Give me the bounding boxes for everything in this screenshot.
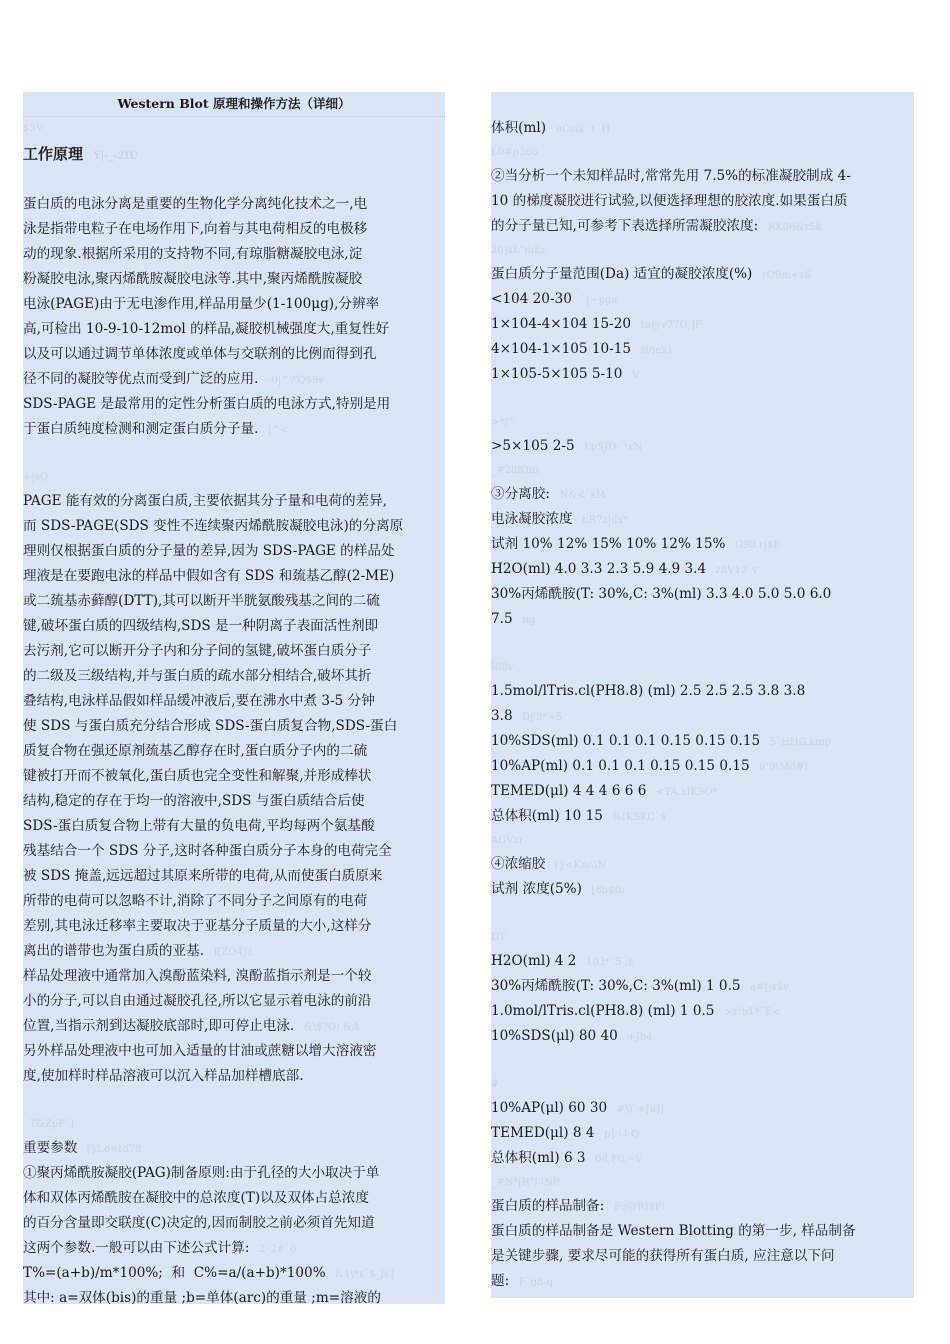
line-text: 所带的电荷可以忽略不计,消除了不同分子之间原有的电荷 — [23, 893, 368, 909]
line-text: 1.0mol/lTris.cl(PH8.8) (ml) 1 0.5 — [491, 1003, 715, 1019]
text-line — [491, 189, 914, 214]
text-line — [491, 362, 914, 387]
line-text: 于蛋白质纯度检测和测定蛋白质分子量. — [23, 421, 259, 437]
text-line — [23, 539, 445, 564]
text-line — [491, 974, 914, 999]
text-line — [23, 889, 445, 914]
watermark-noise: +Jh4 — [617, 1032, 653, 1043]
text-line — [23, 1211, 445, 1236]
line-text: 10%SDS(ml) 0.1 0.1 0.1 0.15 0.15 0.15 — [491, 733, 761, 749]
text-line — [23, 1161, 445, 1186]
watermark-noise: 2`2#`0 — [249, 1244, 297, 1255]
text-line — [23, 1186, 445, 1211]
watermark-noise: 5`HHG.kmp — [760, 737, 832, 748]
blank-line — [491, 387, 914, 411]
text-line — [491, 1096, 914, 1121]
text-line — [491, 1121, 914, 1146]
watermark-noise — [491, 411, 914, 434]
line-text: 理则仅根据蛋白质的分子量的差异,因为 SDS-PAGE 的样品处 — [23, 543, 395, 559]
line-text: 泳是指带电粒子在电场作用下,向着与其电荷相反的电极移 — [23, 221, 368, 237]
line-text: SDS-蛋白质复合物上带有大量的负电荷,平均每两个氨基酸 — [23, 818, 375, 834]
line-text: I88v — [491, 662, 514, 673]
watermark-noise: LpSJD:`\xN — [574, 442, 643, 453]
text-line — [491, 582, 914, 607]
line-text: 蛋白质的样品制备是 Western Blotting 的第一步, 样品制备 — [491, 1223, 856, 1239]
line-text: T%=(a+b)/m*100%; 和 C%=a/(a+b)*100% — [23, 1265, 326, 1281]
watermark-noise: tn@v77O;]F — [631, 320, 702, 331]
line-text: $5V — [23, 123, 43, 134]
watermark-noise — [23, 466, 445, 489]
line-text: _#28fOn\ — [491, 465, 539, 476]
text-line — [23, 1261, 445, 1286]
line-text: 30%丙烯酰胺(T: 30%,C: 3%(ml) 3.3 4.0 5.0 5.0 6.0 — [491, 586, 832, 602]
line-text: DT — [491, 932, 506, 943]
text-line — [23, 1236, 445, 1261]
section-heading — [23, 140, 445, 168]
line-text: 工作原理 — [23, 145, 84, 163]
text-line — [23, 1136, 445, 1161]
line-text: 题: — [491, 1273, 510, 1289]
text-line — [23, 417, 445, 442]
text-line — [23, 564, 445, 589]
line-text: 试剂 浓度(5%) — [491, 881, 582, 897]
line-text: 差别,其电泳迁移率主要取决于亚基分子质量的大小,这样分 — [23, 918, 372, 934]
text-line — [23, 317, 445, 342]
right-column — [491, 92, 914, 1298]
line-text: 总体积(ml) 6 3 — [491, 1150, 586, 1166]
line-text: 体和双体丙烯酰胺在凝胶中的总浓度(T)以及双体占总浓度 — [23, 1190, 369, 1206]
watermark-noise: >z!bT*`E< — [714, 1007, 781, 1018]
watermark-noise: <TA.xIK9O* — [646, 787, 718, 798]
watermark-noise: #\)`+[u]] — [607, 1104, 664, 1115]
text-line — [23, 689, 445, 714]
line-text: H2O(ml) 4.0 3.3 2.3 5.9 4.9 3.4 — [491, 561, 707, 577]
text-line — [491, 312, 914, 337]
watermark-noise — [23, 1113, 445, 1136]
line-text: 30%丙烯酰胺(T: 30%,C: 3%(ml) 1 0.5 — [491, 978, 741, 994]
line-text: 10%SDS(μl) 80 40 — [491, 1028, 618, 1044]
line-text: 高,可检出 10-9-10-12mol 的样品,凝胶机械强度大,重复性好 — [23, 321, 390, 337]
text-line — [23, 914, 445, 939]
text-line — [23, 939, 445, 964]
line-text: 蛋白质分子量范围(Da) 适宜的凝胶浓度(%) — [491, 266, 753, 282]
blank-line — [23, 442, 445, 466]
line-text: 10%AP(μl) 60 30 — [491, 1100, 608, 1116]
watermark-noise: rQ9m+x6 — [752, 270, 812, 281]
line-text: ③分离胶: — [491, 486, 550, 502]
text-line — [491, 1194, 914, 1219]
text-line — [23, 814, 445, 839]
blank-line — [23, 1089, 445, 1113]
line-text: Western Blot 原理和操作方法（详细） — [117, 96, 351, 111]
watermark-noise: &1\*x`$_js{ — [325, 1269, 396, 1280]
line-text: 1.5mol/lTris.cl(PH8.8) (ml) 2.5 2.5 2.5 3.8 3.8 — [491, 683, 806, 699]
watermark-noise — [491, 141, 914, 164]
text-line — [23, 989, 445, 1014]
text-line — [23, 739, 445, 764]
left-column — [23, 92, 445, 1304]
line-text: 小的分子,可以自由通过凝胶孔径,所以它显示着电泳的前沿 — [23, 993, 372, 1009]
line-text: 的二级及三级结构,并与蛋白质的疏水部分相结合,破坏其折 — [23, 668, 372, 684]
blank-line — [23, 168, 445, 192]
text-line — [23, 664, 445, 689]
line-text: 蛋白质的样品制备: — [491, 1198, 605, 1214]
watermark-noise: Fq@RI$P! — [604, 1202, 666, 1213]
watermark-noise: G90.r|$E — [725, 540, 781, 551]
watermark-noise: V — [622, 370, 640, 381]
line-text: 被 SDS 掩盖,远远超过其原来所带的电荷,从而使蛋白质原来 — [23, 868, 383, 884]
watermark-noise: Dj'3*=5 — [512, 712, 563, 723]
text-line — [23, 342, 445, 367]
line-text: 是关键步骤, 要求尽可能的获得所有蛋白质, 应注意以下问 — [491, 1248, 835, 1264]
text-line — [23, 1286, 445, 1311]
text-line — [23, 514, 445, 539]
line-text: 10%AP(ml) 0.1 0.1 0.1 0.15 0.15 0.15 — [491, 758, 750, 774]
watermark-noise: `[~pga — [571, 295, 618, 306]
line-text: ①聚丙烯酰胺凝胶(PAG)制备原则:由于孔径的大小取决于单 — [23, 1165, 380, 1181]
watermark-noise — [491, 239, 914, 262]
text-line — [491, 164, 914, 189]
line-text: >*j'" — [491, 417, 515, 428]
line-text: 重要参数 — [23, 1140, 78, 1156]
line-text: 10 的梯度凝胶进行试验,以便选择理想的胶浓度.如果蛋白质 — [491, 193, 848, 209]
text-line — [23, 392, 445, 417]
watermark-noise: %IKSKC`$ — [602, 812, 667, 823]
line-text: T&ZpP`] — [23, 1119, 74, 1130]
line-text: 这两个参数.一般可以由下述公式计算: — [23, 1240, 250, 1256]
watermark-noise: Y|-_-2IU — [83, 151, 138, 162]
blank-line — [491, 92, 914, 116]
watermark-noise: p]:口 Q — [594, 1129, 640, 1140]
text-line — [491, 287, 914, 312]
line-text: 试剂 10% 12% 15% 10% 12% 15% — [491, 536, 726, 552]
text-line — [23, 839, 445, 864]
text-line — [491, 1269, 914, 1294]
line-text: 7.5 — [491, 611, 513, 627]
line-text: >5×105 2-5 — [491, 438, 575, 454]
line-text: 体积(ml) — [491, 120, 547, 136]
watermark-noise: &\$?O) &A — [294, 1022, 360, 1033]
line-text: 径不同的凝胶等优点而受到广泛的应用. — [23, 371, 259, 387]
line-text: # — [491, 1079, 500, 1090]
blank-line — [491, 902, 914, 926]
line-text: PAGE 能有效的分离蛋白质,主要依据其分子量和电荷的差异, — [23, 493, 388, 509]
watermark-noise — [491, 1073, 914, 1096]
line-text: TEMED(μl) 4 4 4 6 6 6 — [491, 783, 647, 799]
line-text: 1×104-4×104 15-20 — [491, 316, 632, 332]
watermark-noise: a#[jx$v — [740, 982, 790, 993]
text-line — [491, 607, 914, 632]
watermark-noise: RK06&r5k — [758, 222, 822, 233]
text-line — [491, 754, 914, 779]
line-text: 使 SDS 与蛋白质充分结合形成 SDS-蛋白质复合物,SDS-蛋白 — [23, 718, 398, 734]
blank-line — [491, 632, 914, 656]
text-line — [491, 337, 914, 362]
text-line — [23, 589, 445, 614]
text-line — [23, 764, 445, 789]
watermark-noise: I[ZO4Jz — [204, 947, 253, 958]
line-text: 4×104-1×105 10-15 — [491, 341, 632, 357]
text-line — [491, 877, 914, 902]
watermark-noise — [491, 829, 914, 852]
text-line — [491, 804, 914, 829]
text-line — [491, 557, 914, 582]
document-title — [23, 92, 445, 117]
line-text: 结构,稳定的存在于均一的溶液中,SDS 与蛋白质结合后使 — [23, 793, 365, 809]
line-text: 电泳凝胶浓度 — [491, 511, 573, 527]
text-line — [491, 482, 914, 507]
line-text: ④浓缩胶 — [491, 856, 546, 872]
watermark-noise: z8V12`v — [706, 565, 758, 576]
line-text: ②当分析一个未知样品时,常常先用 7.5%的标准凝胶制成 4- — [491, 168, 851, 184]
watermark-noise: |^< — [258, 425, 289, 436]
text-line — [491, 679, 914, 704]
text-line — [491, 949, 914, 974]
watermark-noise: ng — [512, 615, 536, 626]
text-line — [491, 262, 914, 287]
watermark-noise — [491, 459, 914, 482]
line-text: 叠结构,电泳样品假如样品缓冲液后,要在沸水中煮 3-5 分钟 — [23, 693, 375, 709]
text-line — [23, 614, 445, 639]
line-text: 粉凝胶电泳,聚丙烯酰胺凝胶电泳等.其中,聚丙烯酰胺凝胶 — [23, 271, 363, 287]
line-text: 动的现象.根据所采用的支持物不同,有琼脂糖凝胶电泳,淀 — [23, 246, 363, 262]
watermark-noise: N&<`kl4 — [549, 490, 607, 501]
watermark-noise: uColk`1`H — [546, 124, 611, 135]
text-line — [23, 1039, 445, 1064]
watermark-noise: i('9tMd#i — [749, 762, 808, 773]
watermark-noise: 0d,F0,=v — [585, 1154, 642, 1165]
line-text: 度,使加样时样品溶液可以沉入样品加样槽底部. — [23, 1068, 304, 1084]
line-text: _#N*[R"口NP — [491, 1177, 560, 1188]
text-line — [491, 1219, 914, 1244]
line-text: L0#p36o — [491, 147, 538, 158]
text-line — [491, 1244, 914, 1269]
line-text: 或二巯基赤藓醇(DTT),其可以断开半胱氨酸残基之间的二硫 — [23, 593, 380, 609]
line-text: 质复合物在强还原剂巯基乙醇存在时,蛋白质分子内的二硫 — [23, 743, 368, 759]
text-line — [491, 779, 914, 804]
watermark-noise — [491, 1171, 914, 1194]
text-line — [491, 1024, 914, 1049]
line-text: 而 SDS-PAGE(SDS 变性不连续聚丙烯酰胺凝胶电泳)的分离原 — [23, 518, 404, 534]
text-line — [23, 714, 445, 739]
text-line — [491, 729, 914, 754]
watermark-noise: [}Lo=td78 — [77, 1144, 142, 1155]
watermark-noise: [}<Km\\N — [545, 860, 606, 871]
line-text: 其中: a=双体(bis)的重量 ;b=单体(arc)的重量 ;m=溶液的 — [23, 1290, 381, 1306]
text-line — [491, 532, 914, 557]
line-text: 的百分含量即交联度(C)决定的,因而制胶之前必须首先知道 — [23, 1215, 375, 1231]
text-line — [491, 507, 914, 532]
watermark-noise — [491, 926, 914, 949]
text-line — [23, 639, 445, 664]
text-line — [23, 192, 445, 217]
line-text: +|sQ — [23, 472, 49, 483]
line-text: 另外样品处理液中也可加入适量的甘油或蔗糖以增大溶液密 — [23, 1043, 377, 1059]
text-line — [23, 292, 445, 317]
text-line — [23, 217, 445, 242]
line-text: TEMED(μl) 8 4 — [491, 1125, 595, 1141]
line-text: 理液是在要跑电泳的样品中假如含有 SDS 和巯基乙醇(2-ME) — [23, 568, 395, 584]
line-text: 以及可以通过调节单体浓度或单体与交联剂的比例而得到孔 — [23, 346, 377, 362]
line-text: 位置,当指示剂到达凝胶底部时,即可停止电泳. — [23, 1018, 295, 1034]
line-text: H2O(ml) 4 2 — [491, 953, 577, 969]
line-text: SDS-PAGE 是最常用的定性分析蛋白质的电泳方式,特别是用 — [23, 396, 391, 412]
line-text: <104 20-30 — [491, 291, 572, 307]
line-text: 去污剂,它可以断开分子内和分子间的氢键,破坏蛋白质分子 — [23, 643, 372, 659]
line-text: 键,破坏蛋白质的四级结构,SDS 是一种阴离子表面活性剂即 — [23, 618, 379, 634]
line-text: 电泳(PAGE)由于无电渗作用,样品用量少(1-100μg),分辨率 — [23, 296, 380, 312]
text-line — [23, 964, 445, 989]
line-text: 总体积(ml) 10 15 — [491, 808, 603, 824]
watermark-noise: -0|^?'Q$9v — [258, 375, 325, 386]
text-line — [491, 434, 914, 459]
line-text: 20]xL"mEc — [491, 245, 547, 256]
watermark-noise — [23, 117, 445, 140]
text-line — [491, 214, 914, 239]
text-line — [491, 704, 914, 729]
blank-line — [491, 1049, 914, 1073]
watermark-noise: hR7z|dx* — [572, 515, 629, 526]
watermark-noise: s\qek) — [631, 345, 672, 356]
text-line — [23, 789, 445, 814]
line-text: 键被打开而不被氧化,蛋白质也完全变性和解聚,并形成棒状 — [23, 768, 372, 784]
text-line — [23, 242, 445, 267]
text-line — [23, 489, 445, 514]
line-text: 3.8 — [491, 708, 513, 724]
line-text: AGVzr — [491, 835, 524, 846]
watermark-noise: F`g8 q — [509, 1277, 554, 1288]
line-text: 的分子量已知,可参考下表选择所需凝胶浓度: — [491, 218, 759, 234]
line-text: 蛋白质的电泳分离是重要的生物化学分离纯化技术之一,电 — [23, 196, 368, 212]
text-line — [491, 1146, 914, 1171]
watermark-noise — [491, 656, 914, 679]
line-text: 1×105-5×105 5-10 — [491, 366, 623, 382]
text-line — [23, 1064, 445, 1089]
text-line — [23, 1014, 445, 1039]
line-text: 离出的谱带也为蛋白质的亚基. — [23, 943, 205, 959]
text-line — [23, 367, 445, 392]
line-text: 残基结合一个 SDS 分子,这时各种蛋白质分子本身的电荷完全 — [23, 843, 392, 859]
text-line — [491, 999, 914, 1024]
watermark-noise: 103*`5 ;z — [576, 957, 634, 968]
text-line — [23, 864, 445, 889]
watermark-noise: [8b$fn — [581, 885, 625, 896]
text-line — [491, 116, 914, 141]
line-text: 样品处理液中通常加入溴酚蓝染料, 溴酚蓝指示剂是一个较 — [23, 968, 372, 984]
text-line — [491, 852, 914, 877]
text-line — [23, 267, 445, 292]
